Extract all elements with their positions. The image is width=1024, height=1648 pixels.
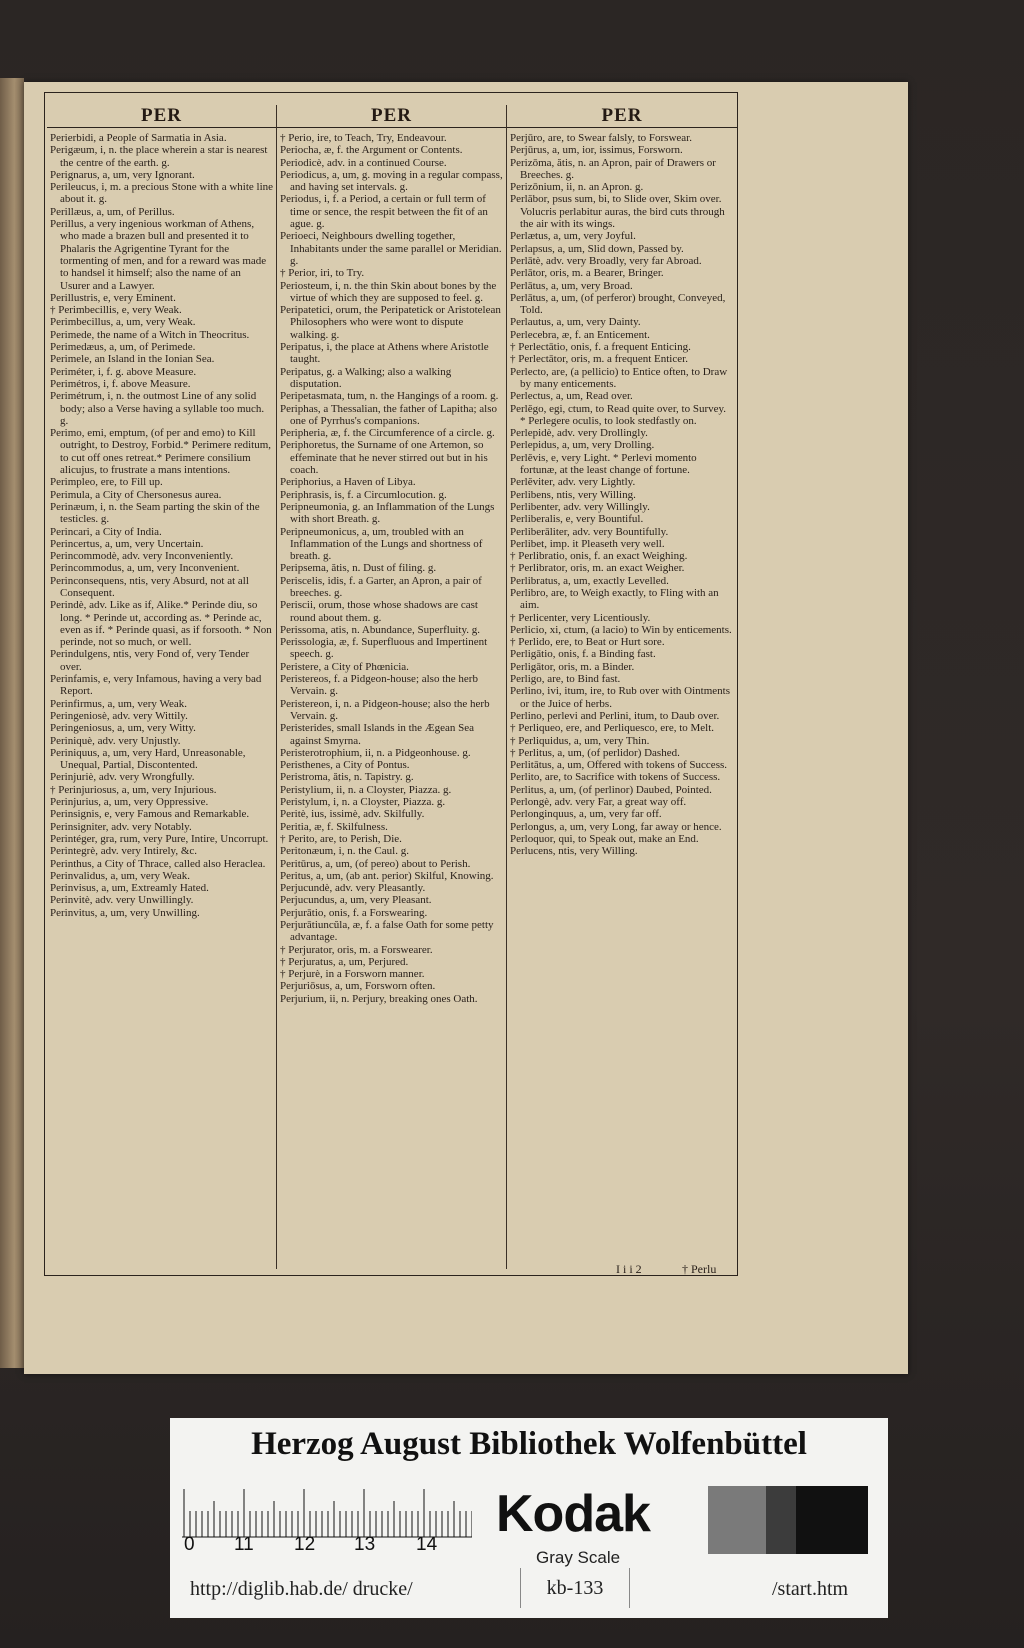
- dictionary-entry: † Perior, iri, to Try.: [280, 267, 365, 280]
- column-3: [507, 105, 737, 1269]
- dictionary-entry: Peripatetici, orum, the Peripatetick or Aristotelean Philosophers who were wont to dispute walking. g.: [280, 304, 501, 341]
- page-footer: [520, 1262, 740, 1278]
- dictionary-entry: Periocha, æ, f. the Argument or Contents.: [280, 144, 463, 157]
- dictionary-entry: † Perjurator, oris, m. a Forswearer.: [280, 943, 433, 956]
- measurement-ruler: [182, 1480, 472, 1538]
- dictionary-entry: Perlātor, oris, m. a Bearer, Bringer.: [510, 267, 664, 280]
- dictionary-entry: Periphas, a Thessalian, the father of Lapitha; also one of Pyrrhus's companions.: [280, 402, 497, 427]
- dictionary-entry: Perindulgens, ntis, very Fond of, very Tender over.: [50, 648, 250, 673]
- dictionary-entry: Periosteum, i, n. the thin Skin about bones by the virtue of which they are supposed to feel. g.: [280, 279, 497, 304]
- dictionary-entry: Perlibenter, adv. very Willingly.: [510, 500, 650, 513]
- dictionary-entry: Perjūro, are, to Swear falsly, to Forswear.: [510, 132, 692, 144]
- dictionary-entry: Perlĕvis, e, very Light. * Perlevi momento fortunæ, at the least change of fortune.: [510, 451, 697, 477]
- dictionary-entry: Peripneumonia, g. an Inflammation of the Lungs with short Breath. g.: [280, 500, 495, 526]
- ruler-label: 11: [234, 1534, 254, 1555]
- dictionary-entry: Perlongè, adv. very Far, a great way off.: [510, 796, 687, 809]
- dictionary-entry: Perinvitus, a, um, very Unwilling.: [50, 906, 200, 919]
- dictionary-entry: Perizōma, ătis, n. an Apron, pair of Drawers or Breeches. g.: [510, 156, 716, 181]
- dictionary-entry: Peritia, æ, f. Skilfulness.: [280, 820, 388, 833]
- dictionary-entry: Periodicus, a, um, g. moving in a regular compass, and having set intervals. g.: [280, 168, 503, 194]
- library-title: Herzog August Bibliothek Wolfenbüttel: [251, 1426, 807, 1462]
- dictionary-entry: Perligātio, onis, f. a Binding fast.: [510, 648, 656, 661]
- dictionary-entry: Perlætus, a, um, very Joyful.: [510, 230, 636, 243]
- dictionary-entry: Perjūrus, a, um, ior, issimus, Forsworn.: [510, 144, 683, 157]
- dictionary-entry: Perinconsequens, ntis, very Absurd, not at all Consequent.: [50, 574, 249, 599]
- dictionary-entry: Perligātor, oris, m. a Binder.: [510, 660, 635, 673]
- dictionary-entry: Perlibet, imp. it Pleaseth very well.: [510, 537, 665, 550]
- dictionary-entry: Perintegrè, adv. very Intirely, &c.: [50, 845, 198, 858]
- dictionary-entry: Perjuriōsus, a, um, Forsworn often.: [280, 980, 436, 993]
- ruler-label: 14: [416, 1534, 438, 1555]
- column-entries: [50, 132, 273, 919]
- dictionary-entry: Perlātus, a, um, very Broad.: [510, 279, 633, 292]
- dictionary-entry: Peristylium, ii, n. a Cloyster, Piazza. g.: [280, 783, 452, 796]
- dictionary-entry: Perinfirmus, a, um, very Weak.: [50, 697, 187, 710]
- dictionary-entry: Perissoma, atis, n. Abundance, Superfluity. g.: [280, 623, 481, 636]
- dictionary-entry: Perindè, adv. Like as if, Alike.* Perinde diu, so long. * Perinde ut, according as. * Perinde ac, even as if. * Perinde quasi, as if forsooth. * Non perinde, not so much, or well.: [50, 599, 272, 649]
- start-page-url: /start.htm: [772, 1578, 849, 1600]
- dictionary-entry: Perinvalidus, a, um, very Weak.: [50, 869, 191, 882]
- dictionary-entry: † Perlitus, a, um, (of perlidor) Dashed.: [510, 746, 680, 759]
- dictionary-entry: Peristylum, i, n. a Cloyster, Piazza. g.: [280, 796, 446, 809]
- dictionary-entry: Perlepidè, adv. very Drollingly.: [510, 427, 648, 440]
- dictionary-entry: Peringeniosus, a, um, very Witty.: [50, 722, 196, 735]
- dictionary-entry: Perjurium, ii, n. Perjury, breaking ones Oath.: [280, 992, 478, 1005]
- dictionary-entry: Perjucundè, adv. very Pleasantly.: [280, 882, 426, 895]
- dictionary-entry: † Perliquidus, a, um, very Thin.: [510, 734, 650, 747]
- dictionary-entry: Perlĕgo, egi, ctum, to Read quite over, to Survey. * Perlegere oculis, to look stedfastly on.: [510, 402, 727, 427]
- dictionary-entry: Perliberāliter, adv. very Bountifully.: [510, 525, 669, 538]
- dictionary-entry: Perillus, a very ingenious workman of Athens, who made a brazen bull and presented it to Phalaris the Agrigentine Tyrant for the tormenting of men, and for a reward was made to handsel it himself; also the name of an Usurer and a Lawyer.: [50, 218, 267, 292]
- signature-mark: I i i 2: [616, 1262, 642, 1276]
- dictionary-entry: Perliberalis, e, very Bountiful.: [510, 513, 644, 526]
- dictionary-entry: † Perinjuriosus, a, um, very Injurious.: [50, 783, 217, 796]
- previous-page-edge: [0, 78, 24, 1368]
- ruler-ticks: [182, 1480, 472, 1538]
- dictionary-entry: Peristroma, ătis, n. Tapistry. g.: [280, 771, 414, 784]
- ruler-label: 12: [294, 1534, 316, 1555]
- dictionary-entry: Peringeniosè, adv. very Wittily.: [50, 709, 188, 722]
- dictionary-entry: Peritūrus, a, um, (of pereo) about to Perish.: [280, 857, 471, 870]
- dictionary-entry: Perlongus, a, um, very Long, far away or hence.: [510, 820, 722, 833]
- dictionary-entry: Periméter, i, f. g. above Measure.: [50, 365, 197, 378]
- dictionary-entry: Periodus, i, f. a Period, a certain or full term of time or sence, the respit between the fit of an ague. g.: [280, 193, 488, 231]
- dictionary-entry: Perinjurius, a, um, very Oppressive.: [50, 796, 209, 809]
- dictionary-entry: Perinvitè, adv. very Unwillingly.: [50, 894, 194, 907]
- dictionary-entry: † Perlibratio, onis, f. an exact Weighing.: [510, 550, 688, 563]
- dictionary-entry: Perinsigniter, adv. very Notably.: [50, 820, 192, 833]
- dictionary-entry: Periphrasis, is, f. a Circumlocution. g.: [280, 488, 447, 501]
- dictionary-entry: † Perliqueo, ere, and Perliquesco, ere, to Melt.: [510, 722, 715, 735]
- dictionary-entry: † Perlido, ere, to Beat or Hurt sore.: [510, 636, 665, 649]
- dictionary-entry: Perlecto, are, (a pellicio) to Entice often, to Draw by many enticements.: [510, 365, 728, 390]
- dictionary-entry: Peripneumonicus, a, um, troubled with an Inflammation of the Lungs and shortness of breath. g.: [280, 525, 483, 563]
- kodak-logo: Kodak: [496, 1485, 650, 1543]
- dictionary-entry: Peripatus, i, the place at Athens where Aristotle taught.: [280, 341, 489, 366]
- column-2: [277, 105, 507, 1269]
- dictionary-entry: Perigæum, i, n. the place wherein a star is nearest the centre of the earth. g.: [50, 144, 268, 169]
- dictionary-entry: Periphorius, a Haven of Libya.: [280, 476, 416, 489]
- column-head: PER: [47, 105, 276, 128]
- dictionary-entry: Perlātus, a, um, (of perferor) brought, Conveyed, Told.: [510, 291, 726, 317]
- dictionary-entry: Perjurātio, onis, f. a Forswearing.: [280, 906, 428, 919]
- dictionary-entry: Perinjuriè, adv. very Wrongfully.: [50, 771, 195, 784]
- dictionary-entry: † Perlectātio, onis, f. a frequent Enticing.: [510, 341, 691, 354]
- library-color-card: [170, 1418, 888, 1618]
- dictionary-entry: Perjurātiuncŭla, æ, f. a false Oath for some petty advantage.: [280, 919, 494, 944]
- dictionary-entry: Perlucens, ntis, very Willing.: [510, 845, 638, 858]
- dictionary-entry: Perimula, a City of Chersonesus aurea.: [50, 488, 222, 501]
- dictionary-entry: Perlonginquus, a, um, very far off.: [510, 808, 662, 821]
- dictionary-entry: Peritonæum, i, n. the Caul. g.: [280, 845, 409, 858]
- dictionary-entry: Peritè, ius, issimè, adv. Skilfully.: [280, 808, 425, 821]
- dictionary-entry: Peripsema, ătis, n. Dust of filing. g.: [280, 562, 437, 575]
- dictionary-entry: Perintéger, gra, rum, very Pure, Intire, Uncorrupt.: [50, 832, 269, 845]
- gray-swatch-light: [708, 1486, 766, 1554]
- dictionary-entry: † Perjurè, in a Forsworn manner.: [280, 968, 425, 981]
- dictionary-entry: Peripatus, g. a Walking; also a walking disputation.: [280, 365, 452, 390]
- dictionary-entry: Perlecebra, æ, f. an Enticement.: [510, 328, 650, 341]
- dictionary-entry: Perlibro, are, to Weigh exactly, to Fling with an aim.: [510, 586, 719, 612]
- dictionary-entry: Peripetasmata, tum, n. the Hangings of a room. g.: [280, 390, 499, 403]
- dictionary-entry: Perloquor, qui, to Speak out, make an End.: [510, 832, 699, 845]
- dictionary-entry: Perlātè, adv. very Broadly, very far Abroad.: [510, 254, 702, 267]
- dictionary-entry: Perincommodus, a, um, very Inconvenient.: [50, 562, 240, 575]
- dictionary-entry: Perinvisus, a, um, Extreamly Hated.: [50, 882, 209, 895]
- dictionary-entry: Perlicio, xi, ctum, (a lacio) to Win by enticements.: [510, 623, 732, 636]
- dictionary-entry: Perlautus, a, um, very Dainty.: [510, 316, 641, 329]
- dictionary-entry: Perioeci, Neighbours dwelling together, Inhabitants under the same parallel or Meridian. g.: [280, 230, 502, 267]
- dictionary-entry: Perierbidi, a People of Sarmatia in Asia.: [50, 132, 227, 144]
- dictionary-entry: Periniquus, a, um, very Hard, Unreasonable, Unequal, Partial, Discontented.: [50, 746, 246, 772]
- column-entries: [280, 132, 503, 1005]
- dictionary-print-area: [44, 92, 738, 1276]
- dictionary-entry: Perlibens, ntis, very Willing.: [510, 488, 636, 501]
- dictionary-entry: Periodicè, adv. in a continued Course.: [280, 156, 447, 169]
- dictionary-entry: Perincommodè, adv. very Inconveniently.: [50, 550, 234, 563]
- dictionary-entry: † Perimbecillis, e, very Weak.: [50, 304, 182, 317]
- dictionary-entry: Perimbecillus, a, um, very Weak.: [50, 316, 196, 329]
- dictionary-entry: Perlectus, a, um, Read over.: [510, 390, 633, 403]
- gray-scale-label: Gray Scale: [536, 1548, 621, 1567]
- dictionary-entry: Perinfamis, e, very Infamous, having a very bad Report.: [50, 673, 262, 698]
- dictionary-entry: Perligo, are, to Bind fast.: [510, 673, 621, 686]
- dictionary-entry: Perlăbor, psus sum, bi, to Slide over, Skim over. Volucris perlabitur auras, the bird cuts through the air with its wings.: [510, 193, 725, 231]
- dictionary-entry: Perlibratus, a, um, exactly Levelled.: [510, 574, 669, 587]
- dictionary-entry: Periphoretus, the Surname of one Artemon, so effeminate that he never stirred out but in his coach.: [280, 439, 488, 477]
- digital-library-url: http://diglib.hab.de/ drucke/: [190, 1578, 413, 1600]
- dictionary-entry: Perignarus, a, um, very Ignorant.: [50, 168, 195, 181]
- dictionary-entry: Perinthus, a City of Thrace, called also Heraclea.: [50, 857, 266, 870]
- dictionary-entry: Perimétrum, i, n. the outmost Line of any solid body; also a Verse having a syllable too much. g.: [50, 390, 265, 427]
- dictionary-entry: Peritus, a, um, (ab ant. perior) Skilful, Knowing.: [280, 869, 494, 882]
- ruler-labels: [182, 1534, 472, 1556]
- gray-swatch-mid: [766, 1486, 796, 1554]
- dictionary-entry: † Perlectātor, oris, m. a frequent Enticer.: [510, 353, 688, 366]
- dictionary-entry: † Perlibrator, oris, m. an exact Weigher.: [510, 562, 685, 575]
- dictionary-entry: † Perito, are, to Perish, Die.: [280, 832, 402, 845]
- gray-swatch-dark: [796, 1486, 868, 1554]
- dictionary-entry: Perizōnium, ii, n. an Apron. g.: [510, 181, 644, 194]
- dictionary-entry: Perissologia, æ, f. Superfluous and Impertinent speech. g.: [280, 636, 488, 661]
- shelf-code: kb-133: [520, 1568, 630, 1608]
- dictionary-entry: Peristerotrophium, ii, n. a Pidgeonhouse. g.: [280, 746, 471, 759]
- dictionary-entry: Perlitātus, a, um, Offered with tokens of Success.: [510, 759, 728, 772]
- dictionary-entry: † Perio, ire, to Teach, Try, Endeavour.: [280, 132, 447, 144]
- dictionary-entry: Perillustris, e, very Eminent.: [50, 291, 176, 304]
- dictionary-entry: Peristereon, i, n. a Pidgeon-house; also the herb Vervain. g.: [280, 697, 490, 722]
- dictionary-entry: Perinæum, i, n. the Seam parting the skin of the testicles. g.: [50, 500, 260, 526]
- dictionary-entry: Perillæus, a, um, of Perillus.: [50, 205, 175, 218]
- dictionary-entry: Perlĕviter, adv. very Lightly.: [510, 476, 636, 489]
- dictionary-entry: Perimétros, i, f. above Measure.: [50, 377, 191, 390]
- catchword: † Perlu: [682, 1262, 717, 1276]
- dictionary-entry: Periscii, orum, those whose shadows are cast round about them. g.: [280, 599, 478, 624]
- dictionary-entry: Perjucundus, a, um, very Pleasant.: [280, 894, 432, 907]
- ruler-label: 0: [184, 1534, 195, 1555]
- dictionary-entry: Perlepidus, a, um, very Drolling.: [510, 439, 655, 452]
- dictionary-entry: Peristereos, f. a Pidgeon-house; also the herb Vervain. g.: [280, 673, 478, 698]
- dictionary-entry: Peristerides, small Islands in the Ægean Sea against Smyrna.: [280, 722, 474, 747]
- dictionary-entry: Perimedæus, a, um, of Perimede.: [50, 341, 196, 354]
- dictionary-entry: Perileucus, i, m. a precious Stone with a white line about it. g.: [50, 181, 274, 206]
- dictionary-entry: Perlapsus, a, um, Slid down, Passed by.: [510, 242, 684, 255]
- dictionary-entry: Perimede, the name of a Witch in Theocritus.: [50, 328, 250, 341]
- dictionary-entry: Perlino, ivi, itum, ire, to Rub over with Ointments or the Juice of herbs.: [510, 685, 730, 710]
- dictionary-entry: Perlino, perlevi and Perlini, itum, to Daub over.: [510, 709, 720, 722]
- dictionary-entry: Perlitus, a, um, (of perlinor) Daubed, Pointed.: [510, 783, 712, 796]
- column-head: PER: [507, 105, 737, 128]
- column-entries: [510, 132, 734, 858]
- dictionary-entry: Peristhenes, a City of Pontus.: [280, 759, 410, 772]
- dictionary-entry: Periscelis, idis, f. a Garter, an Apron, a pair of breeches. g.: [280, 574, 482, 599]
- dictionary-entry: Perincari, a City of India.: [50, 525, 162, 538]
- dictionary-entry: Peristere, a City of Phœnicia.: [280, 660, 409, 673]
- dictionary-entry: Perimo, emi, emptum, (of per and emo) to Kill outright, to Destroy, Forbid.* Perimere reditum, to cut off ones retreat.* Perimere consilium alicujus, to frustrate a mans intentions.: [50, 427, 272, 477]
- dictionary-entry: † Perjuratus, a, um, Perjured.: [280, 955, 409, 968]
- dictionary-entry: Perinsignis, e, very Famous and Remarkable.: [50, 808, 250, 821]
- column-1: [47, 105, 277, 1269]
- dictionary-entry: Peripheria, æ, f. the Circumference of a circle. g.: [280, 427, 495, 440]
- dictionary-entry: Perlito, are, to Sacrifice with tokens of Success.: [510, 771, 721, 784]
- ruler-label: 13: [354, 1534, 376, 1555]
- dictionary-entry: Perimele, an Island in the Ionian Sea.: [50, 353, 215, 366]
- column-head: PER: [277, 105, 506, 128]
- dictionary-entry: Periniquè, adv. very Unjustly.: [50, 734, 181, 747]
- dictionary-entry: † Perlicenter, very Licentiously.: [510, 611, 651, 624]
- dictionary-entry: Perimpleo, ere, to Fill up.: [50, 476, 163, 489]
- dictionary-entry: Perincertus, a, um, very Uncertain.: [50, 537, 204, 550]
